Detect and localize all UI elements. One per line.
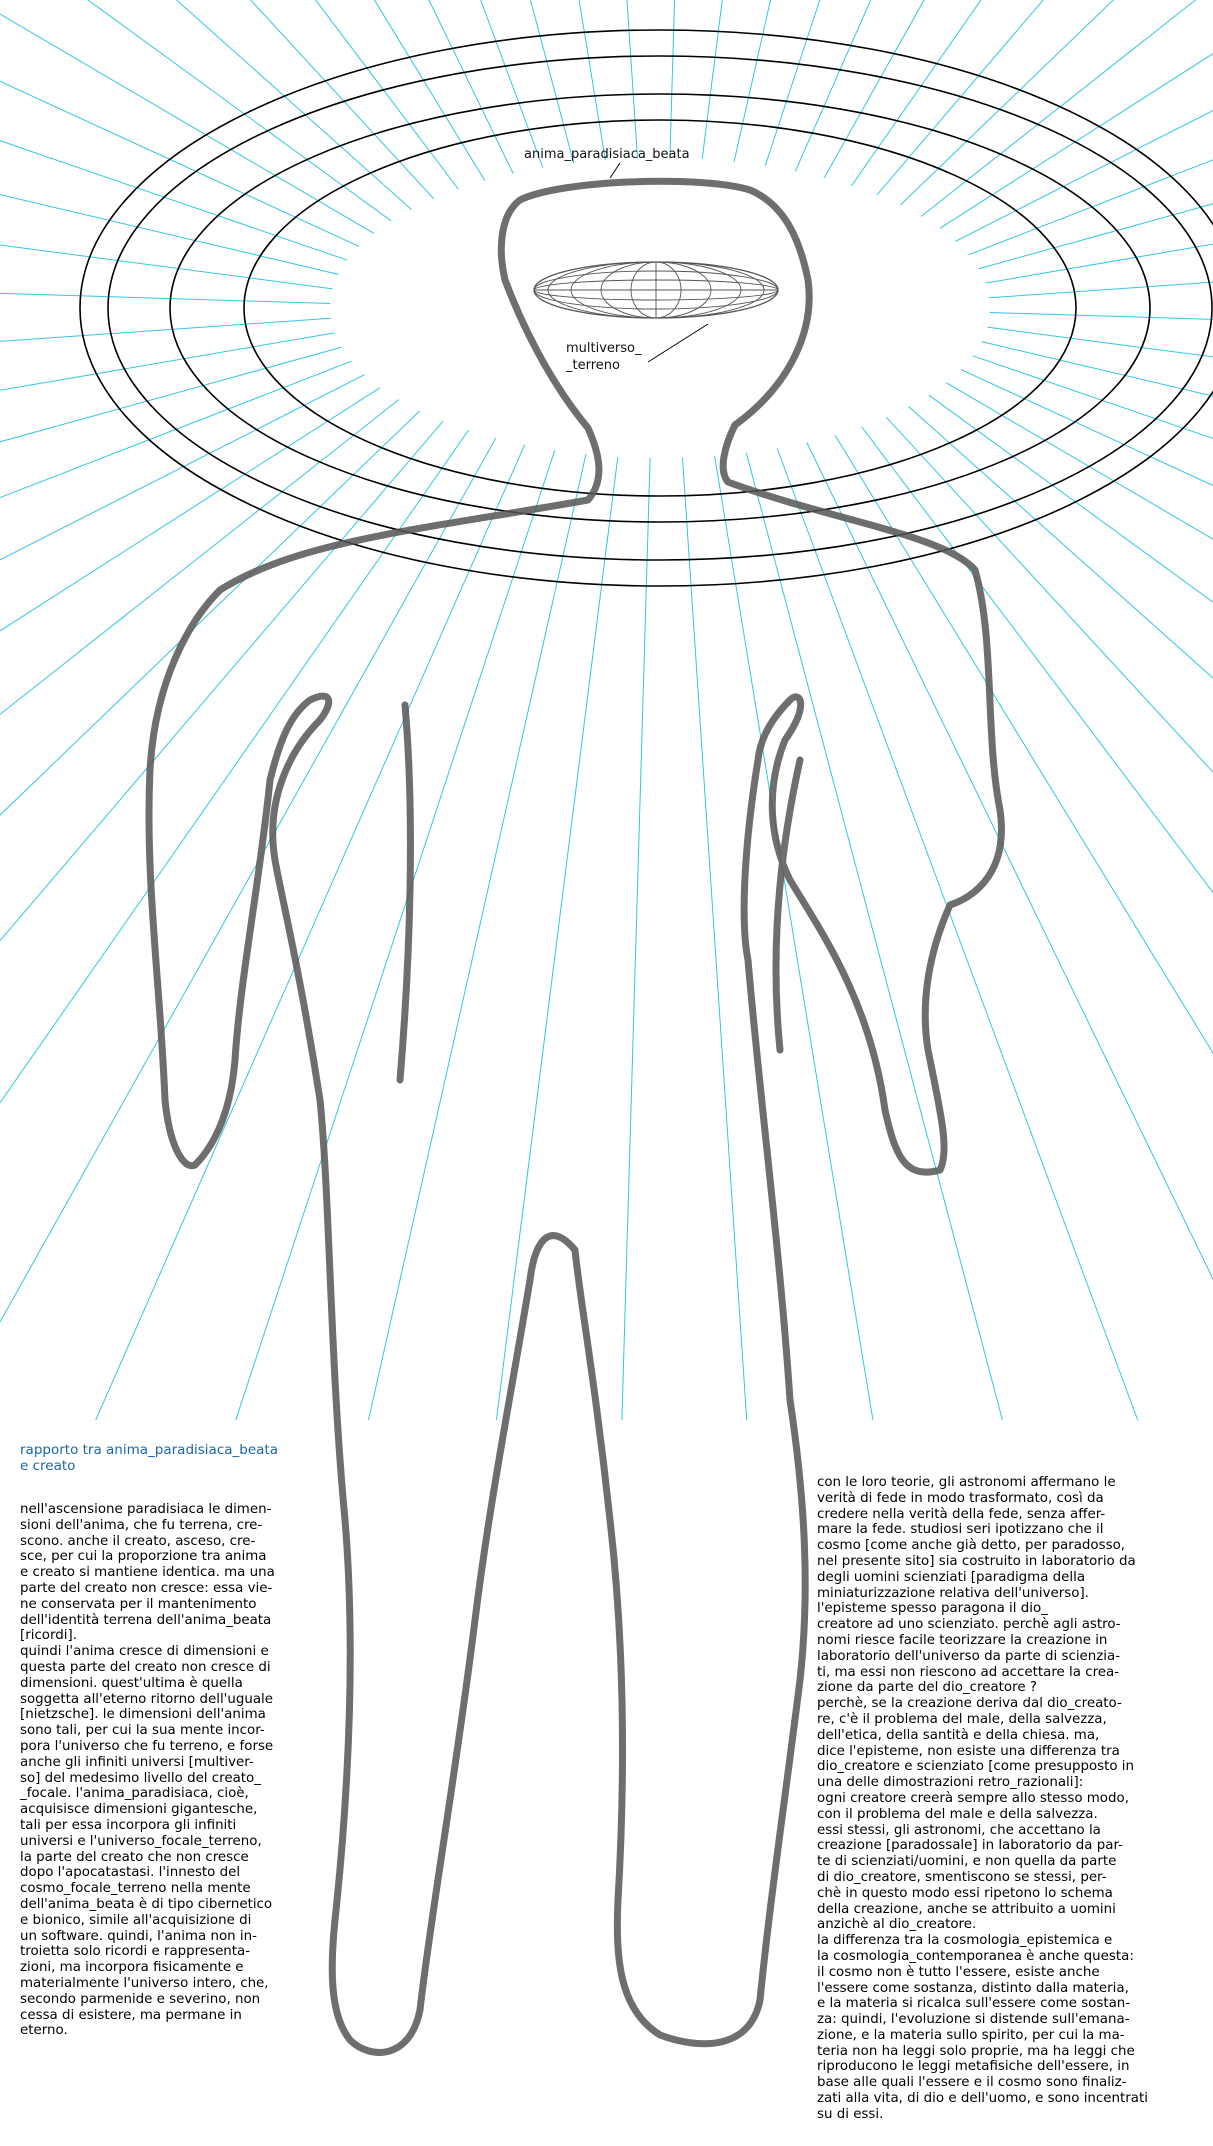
light-ray <box>229 0 574 163</box>
light-ray <box>0 0 374 233</box>
light-ray <box>0 445 525 1676</box>
light-ray <box>682 458 772 1805</box>
light-ray <box>835 435 1213 1579</box>
light-ray <box>0 0 434 199</box>
label-inner-leader <box>648 324 708 362</box>
figure-left-arm-inner <box>400 705 410 1080</box>
light-ray <box>862 427 1213 1496</box>
light-ray <box>987 327 1213 500</box>
light-ray <box>929 395 1213 1178</box>
light-ray <box>0 421 443 1438</box>
light-ray <box>900 0 1213 205</box>
light-ray <box>909 407 1213 1294</box>
article-heading: rapporto tra anima_paradisiaca_beata e creato <box>20 1442 278 1474</box>
light-ray <box>877 0 1213 195</box>
light-ray <box>670 0 710 158</box>
label-multiverso-line2: _terreno <box>566 358 620 373</box>
light-ray <box>0 400 399 1225</box>
label-anima-paradisiaca-beata: anima_paradisiaca_beata <box>524 147 690 162</box>
light-ray <box>0 0 458 189</box>
halo-middle-ring <box>108 56 1212 560</box>
light-ray <box>0 0 411 209</box>
light-ray <box>921 0 1213 216</box>
light-ray <box>0 430 469 1529</box>
multiverse-globe <box>534 262 778 318</box>
light-ray <box>982 342 1213 645</box>
head-aura-ring <box>244 120 1076 496</box>
light-ray <box>0 361 351 840</box>
light-ray <box>0 0 485 181</box>
halo-outer-ring <box>80 30 1213 586</box>
light-ray <box>989 206 1213 298</box>
light-ray <box>0 0 347 260</box>
light-ray <box>0 347 341 700</box>
light-ray <box>795 0 1213 171</box>
light-ray <box>979 0 1213 269</box>
light-ray <box>290 454 586 1770</box>
light-ray <box>956 0 1213 241</box>
light-ray <box>0 0 513 174</box>
light-ray <box>0 0 338 274</box>
left-text-column: nell'ascensione paradisiaca le dimen- sioni dell'anima, che fu terrena, cre- scono. anche il creato, asceso, cre- sce, per cui la proporzione tra anima e creato si mantiene identica. ma una parte del creato non cresce: essa vie- ne conservata per il mantenimento dell'identità terrena dell'anima_beata [ricordi]. quindi l'anima cresce di dimensioni e questa parte del creato non cresce di dimensioni. quest'ultima è quella soggetta all'eterno ritorno dell'uguale [nietzsche]. le dimensioni dell'anima sono tali, per cui la sua mente incor- pora l'universo che fu terreno, e forse anche gli infiniti universi [multiver- so] del medesimo livello del creato_ _focale. l'anima_paradisiaca, cioè, acquisisce dimensioni gigantesche, tali per essa incorpora gli infiniti universi e l'universo_focale_terreno, la parte del creato che non cresce dopo l'apocatastasi. l'innesto del cosmo_focale_terreno nella mente dell'anima_beata è di tipo cibernetico e bionico, simile all'acquisizione di un software. quindi, l'anima non in- troietta solo ricordi e rappresenta- zioni, ma incorpora fisicamente e materialmente l'universo intero, che, secondo parmenide e severino, non cessa di esistere, ma permane in eterno. <box>20 1502 275 2039</box>
label-multiverso-line1: multiverso_ <box>566 341 642 356</box>
light-ray <box>990 312 1213 352</box>
light-ray <box>0 0 391 221</box>
light-ray <box>946 383 1213 1055</box>
light-ray <box>449 457 618 1796</box>
light-ray <box>0 438 496 1609</box>
light-ray <box>886 417 1213 1400</box>
light-ray <box>702 0 871 159</box>
light-ray <box>75 0 543 168</box>
right-text-column: con le loro teorie, gli astronomi affermano le verità di fede in modo trasformato, così da credere nella verità della fede, senza affer- mare la fede. studiosi seri ipotizzano che il cosmo [come anche già detto, per paradosso, nel presente sito] sia costruito in laboratorio da degli uomini scienziati [paradigma della miniaturizzazione relativa dell'universo]. l'episteme spesso paragona il dio_ creatore ad uno scienziato. perchè agli astro- nomi riesce facile teorizzare la creazione in laboratorio dell'universo da parte di scienzia- ti, ma essi non riescono ad accettare la crea- zione da parte del dio_creatore ? perchè, se la creazione deriva dal dio_creato- re, c'è il problema del male, della salvezza, dell'etica, della santità e della chiesa. ma, dice l'episteme, non esiste una differenza tra dio_creatore e scienziato [come presupposto in una delle dimostrazioni retro_razionali]: ogni creatore creerà sempre allo stesso modo, con il problema del male e della salvezza. essi stessi, gli astronomi, che accettano la creazione [paradossale] in laboratorio da par- te di scienziati/uomini, e non quella da parte di dio_creatore, smentiscono se stessi, per- chè in questo modo essi ripetono lo schema della creazione, anche se attribuito a uomini anzichè al dio_creatore. la differenza tra la cosmologia_epistemica e la cosmologia_contemporanea è anche questa: il cosmo non è tutto l'essere, esiste anche l'essere come sostanza, distinto dalla materia, e la materia si ricalca sull'essere come sostan- za: quindi, l'evoluzione si distende sull'emana- zione, e la materia sullo spirito, per cui la ma- teria non ha leggi solo proprie, ma ha leggi che riproducono le leggi metafisiche dell'essere, in base alle quali l'essere e il cosmo sono finaliz- zati alla vita, di dio e dell'uomo, e sono incentrati su di essi. <box>817 1475 1148 2122</box>
label-top-leader <box>610 163 620 178</box>
light-ray <box>0 263 330 303</box>
light-ray <box>734 0 1030 162</box>
light-ray <box>387 0 606 160</box>
light-ray <box>851 0 1213 186</box>
light-ray <box>0 411 420 1337</box>
halo-rings <box>80 30 1213 586</box>
light-ray <box>985 60 1213 284</box>
